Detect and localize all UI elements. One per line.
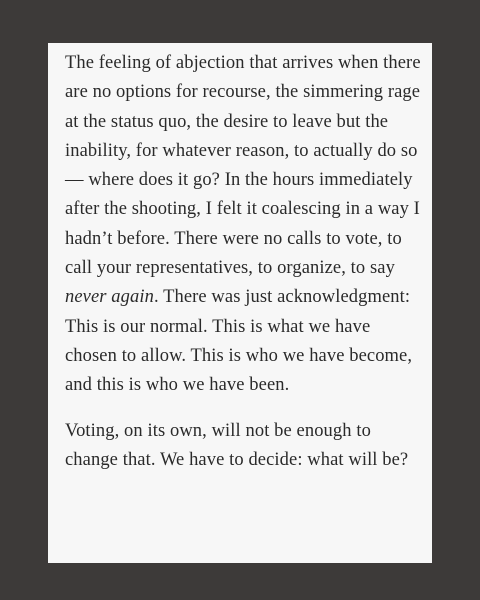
paragraph-2: Voting, on its own, will not be enough to change that. We have to decide: what will be? <box>65 420 409 470</box>
text-card <box>48 43 432 563</box>
italic-phrase: never again <box>65 287 154 308</box>
paragraph-1 <box>65 49 422 401</box>
paragraph-1-text-start: The feeling of abjection that arrives when there are no options for recourse, the simmering rage at the status quo, the desire to leave but the inability, for whatever reason, to actually do so — where does it go? In the hours immediately after the shooting, I felt it coalescing in a way I hadn’t before. There were no calls to vote, to call your representatives, to organize, to say <box>65 53 421 279</box>
paragraph-1-text-end: . There was just acknowledgment: This is our normal. This is what we have chosen to allow. This is who we have become, and this is who we have been. <box>65 287 413 396</box>
